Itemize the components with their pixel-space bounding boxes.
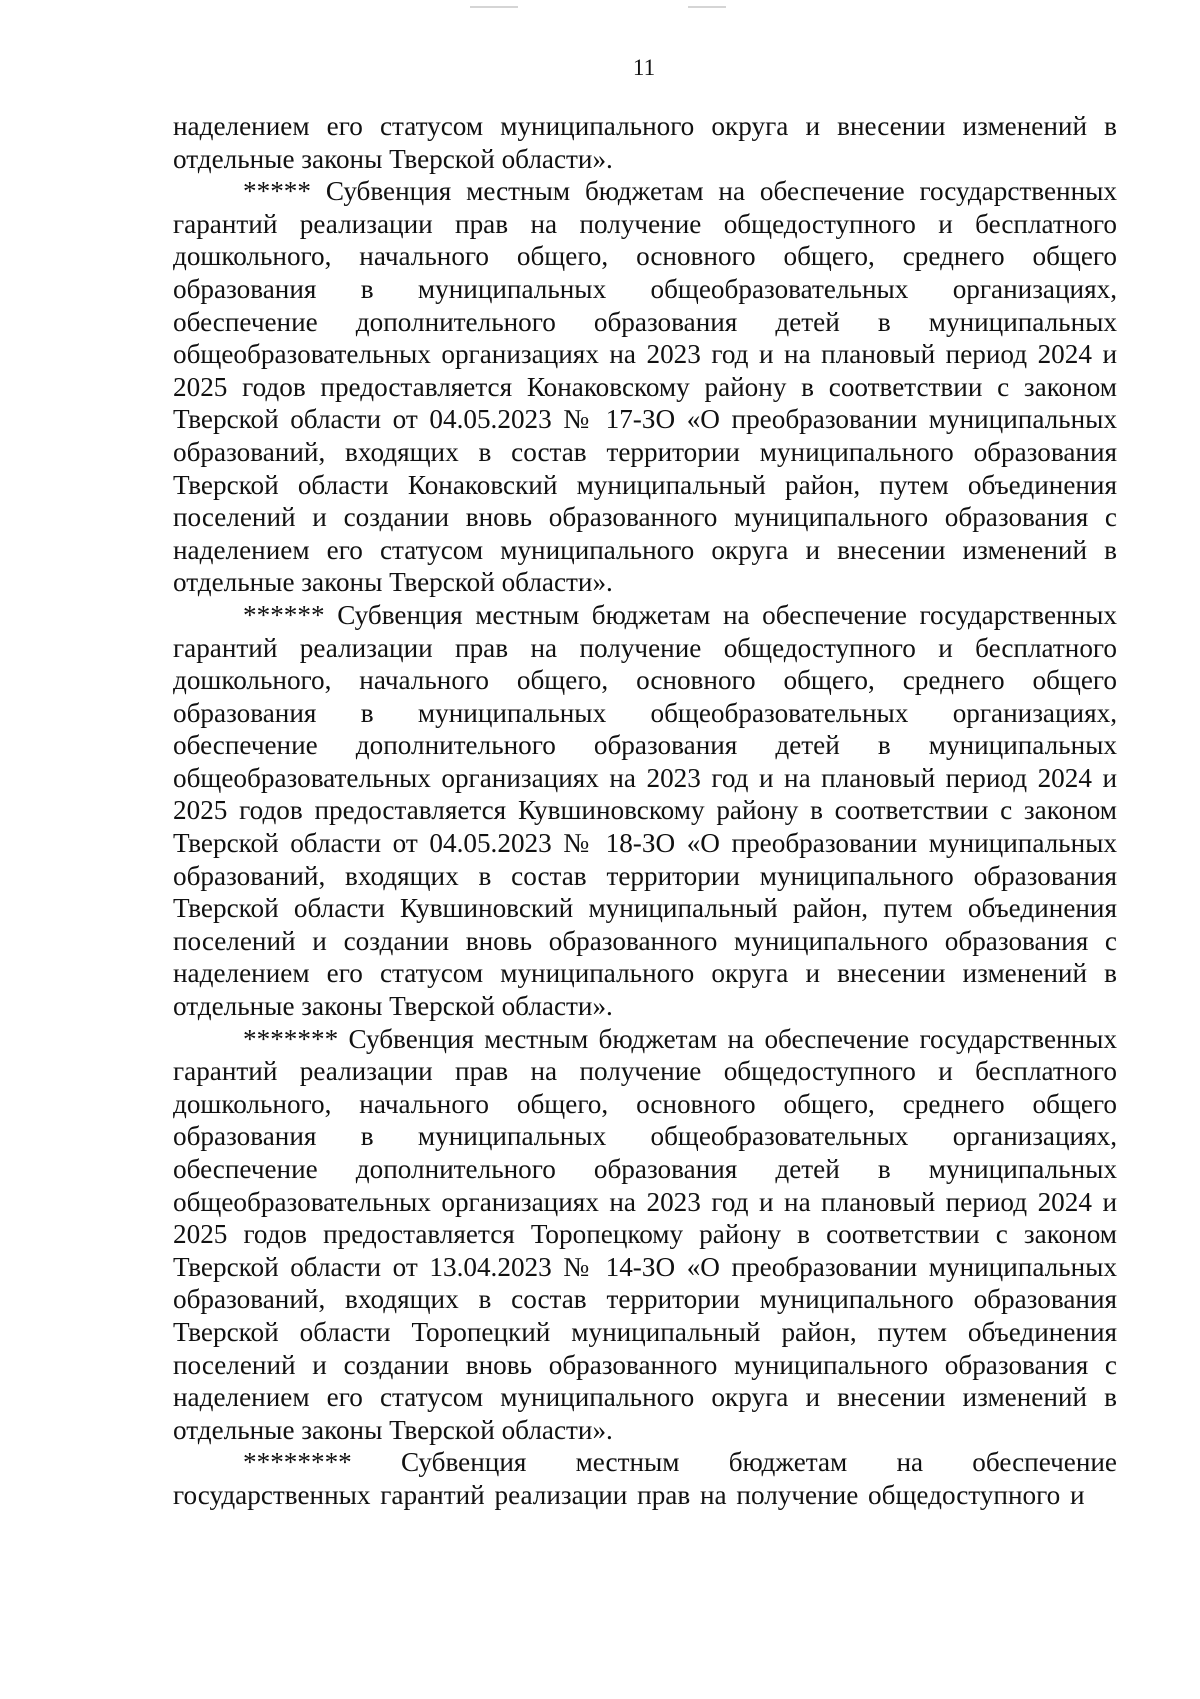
paragraph bbox=[173, 1446, 1117, 1511]
paragraph-text: Субвенция местным бюджетам на обеспечение государственных гарантий реализации прав на получение общедоступного и бесплатного дошкольного, начального общего, основного общего, среднего общего образования в муниципальных общеобразовательных организациях, обеспечение дополнительного образования детей в муниципальных общеобразовательных организациях на 2023 год и на плановый период 2024 и 2025 годов предоставляется Конаковскому району в соответствии с законом Тверской области от 04.05.2023 № 17-ЗО «О преобразовании муниципальных образований, входящих в состав территории муниципального образования Тверской области Конаковский муниципальный район, путем объединения поселений и создании вновь образованного муниципального образования с наделением его статусом муниципального округа и внесении изменений в отдельные законы Тверской области». bbox=[173, 176, 1117, 598]
footnote-marker: ***** bbox=[243, 176, 311, 207]
footnote-marker: ******* bbox=[243, 1023, 339, 1054]
paragraph bbox=[173, 599, 1117, 1023]
footnote-marker: ******** bbox=[243, 1447, 352, 1478]
paragraph bbox=[173, 175, 1117, 599]
paragraph-text: наделением его статусом муниципального округа и внесении изменений в отдельные законы Тверской области». bbox=[173, 111, 1117, 174]
paragraph bbox=[173, 110, 1117, 175]
document-body bbox=[173, 110, 1117, 1512]
paragraph-text: Субвенция местным бюджетам на обеспечение государственных гарантий реализации прав на получение общедоступного и бесплатного дошкольного, начального общего, основного общего, среднего общего образования в муниципальных общеобразовательных организациях, обеспечение дополнительного образования детей в муниципальных общеобразовательных организациях на 2023 год и на плановый период 2024 и 2025 годов предоставляется Кувшиновскому району в соответствии с законом Тверской области от 04.05.2023 № 18-ЗО «О преобразовании муниципальных образований, входящих в состав территории муниципального образования Тверской области Кувшиновский муниципальный район, путем объединения поселений и создании вновь образованного муниципального образования с наделением его статусом муниципального округа и внесении изменений в отдельные законы Тверской области». bbox=[173, 599, 1117, 1022]
scan-artifact bbox=[470, 6, 518, 8]
paragraph bbox=[173, 1023, 1117, 1447]
paragraph-text: Субвенция местным бюджетам на обеспечение государственных гарантий реализации прав на получение общедоступного и бесплатного дошкольного, начального общего, основного общего, среднего общего образования в муниципальных общеобразовательных организациях, обеспечение дополнительного образования детей в муниципальных общеобразовательных организациях на 2023 год и на плановый период 2024 и 2025 годов предоставляется Торопецкому району в соответствии с законом Тверской области от 13.04.2023 № 14-ЗО «О преобразовании муниципальных образований, входящих в состав территории муниципального образования Тверской области Торопецкий муниципальный район, путем объединения поселений и создании вновь образованного муниципального образования с наделением его статусом муниципального округа и внесении изменений в отдельные законы Тверской области». bbox=[173, 1023, 1117, 1445]
scan-artifact bbox=[688, 6, 726, 8]
footnote-marker: ****** bbox=[243, 599, 325, 630]
page-number: 11 bbox=[632, 55, 656, 80]
paragraph-text: Субвенция местным бюджетам на обеспечение государственных гарантий реализации прав на получение общедоступного и bbox=[173, 1447, 1117, 1510]
